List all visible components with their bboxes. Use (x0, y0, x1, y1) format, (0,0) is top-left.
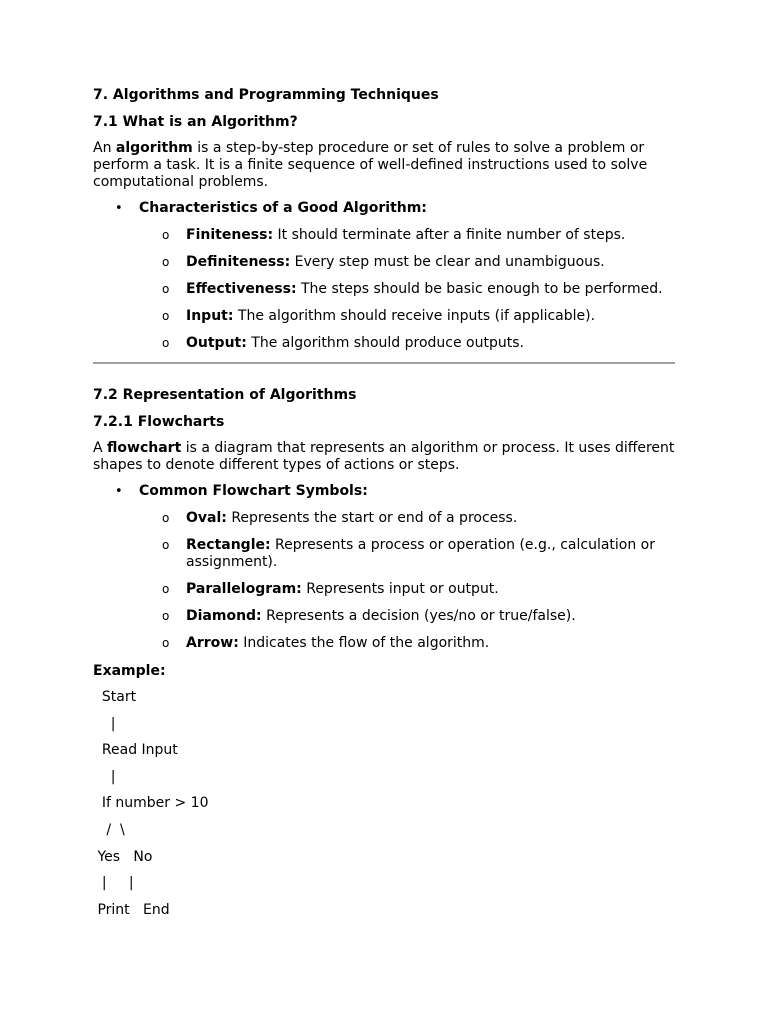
flowchart-example (93, 689, 675, 919)
item-term: Arrow: (186, 635, 239, 651)
example-line: Read Input (93, 742, 178, 759)
item-description: The steps should be basic enough to be performed. (296, 281, 663, 297)
item-description: Represents the start or end of a process. (226, 510, 518, 526)
example-line: Yes No (93, 848, 153, 865)
symbols-list (93, 483, 675, 500)
item-term: Diamond: (186, 608, 262, 624)
item-description: The algorithm should receive inputs (if applicable). (233, 308, 596, 324)
example-line: Print End (93, 901, 170, 918)
characteristic-item (93, 254, 675, 271)
bullet-icon: • (115, 201, 123, 216)
document-page (93, 86, 675, 928)
characteristic-item (93, 308, 675, 325)
section-divider (93, 362, 675, 364)
algorithm-definition: An algorithm is a step-by-step procedure or set of rules to solve a problem or perform a task. It is a finite sequence of well-defined instructions used to solve computational problems. (93, 140, 648, 190)
example-label: Example: (93, 663, 166, 679)
item-term: Input: (186, 308, 234, 324)
item-term: Finiteness: (186, 227, 274, 243)
example-line: | | (93, 875, 134, 892)
characteristic-item (93, 227, 675, 244)
characteristic-item (93, 281, 675, 298)
item-term: Rectangle: (186, 537, 271, 553)
symbol-items (93, 510, 675, 652)
characteristic-item (93, 335, 675, 352)
characteristics-heading-item (93, 200, 675, 217)
symbols-heading-item (93, 483, 675, 500)
symbol-item (93, 510, 675, 527)
symbol-item (93, 608, 675, 625)
symbol-item (93, 537, 675, 571)
flowchart-term: flowchart (107, 440, 182, 456)
sub-bullet-icon: o (162, 336, 170, 350)
example-line: Start (93, 689, 137, 705)
flowchart-definition: A flowchart is a diagram that represents an algorithm or process. It uses different shapes to denote different types of actions or steps. (93, 440, 675, 473)
sub-bullet-icon: o (162, 255, 170, 269)
characteristics-list (93, 200, 675, 217)
item-term: Output: (186, 335, 247, 351)
characteristics-heading: Characteristics of a Good Algorithm: (139, 200, 427, 216)
sub-bullet-icon: o (162, 609, 170, 623)
sub-bullet-icon: o (162, 582, 170, 596)
sub-bullet-icon: o (162, 538, 170, 552)
item-description: Represents input or output. (301, 581, 499, 597)
characteristics-items (93, 227, 675, 352)
item-description: Represents a decision (yes/no or true/false). (261, 608, 576, 624)
example-line: If number > 10 (93, 795, 209, 812)
sub-bullet-icon: o (162, 282, 170, 296)
item-description: Indicates the flow of the algorithm. (238, 635, 490, 651)
item-term: Parallelogram: (186, 581, 302, 597)
sub-bullet-icon: o (162, 228, 170, 242)
item-term: Effectiveness: (186, 281, 297, 297)
item-description: It should terminate after a finite number of steps. (273, 227, 626, 243)
bullet-icon: • (115, 484, 123, 499)
sub-bullet-icon: o (162, 309, 170, 323)
symbols-heading: Common Flowchart Symbols: (139, 483, 368, 499)
item-term: Oval: (186, 510, 227, 526)
chapter-title: 7. Algorithms and Programming Techniques (93, 87, 439, 103)
item-description: The algorithm should produce outputs. (246, 335, 524, 351)
sub-bullet-icon: o (162, 511, 170, 525)
item-description: Every step must be clear and unambiguous. (290, 254, 605, 270)
algorithm-term: algorithm (115, 140, 193, 156)
item-term: Definiteness: (186, 254, 291, 270)
example-line: | (93, 768, 116, 785)
example-line: | (93, 715, 116, 732)
section-title-7-1: 7.1 What is an Algorithm? (93, 114, 298, 130)
symbol-item (93, 581, 675, 598)
example-line: / \ (93, 821, 125, 838)
section-title-7-2: 7.2 Representation of Algorithms (93, 387, 357, 403)
item-description: Represents a process or operation (e.g., calculation or assignment). (186, 537, 656, 570)
section-title-7-2-1: 7.2.1 Flowcharts (93, 414, 225, 430)
symbol-item (93, 635, 675, 652)
sub-bullet-icon: o (162, 636, 170, 650)
